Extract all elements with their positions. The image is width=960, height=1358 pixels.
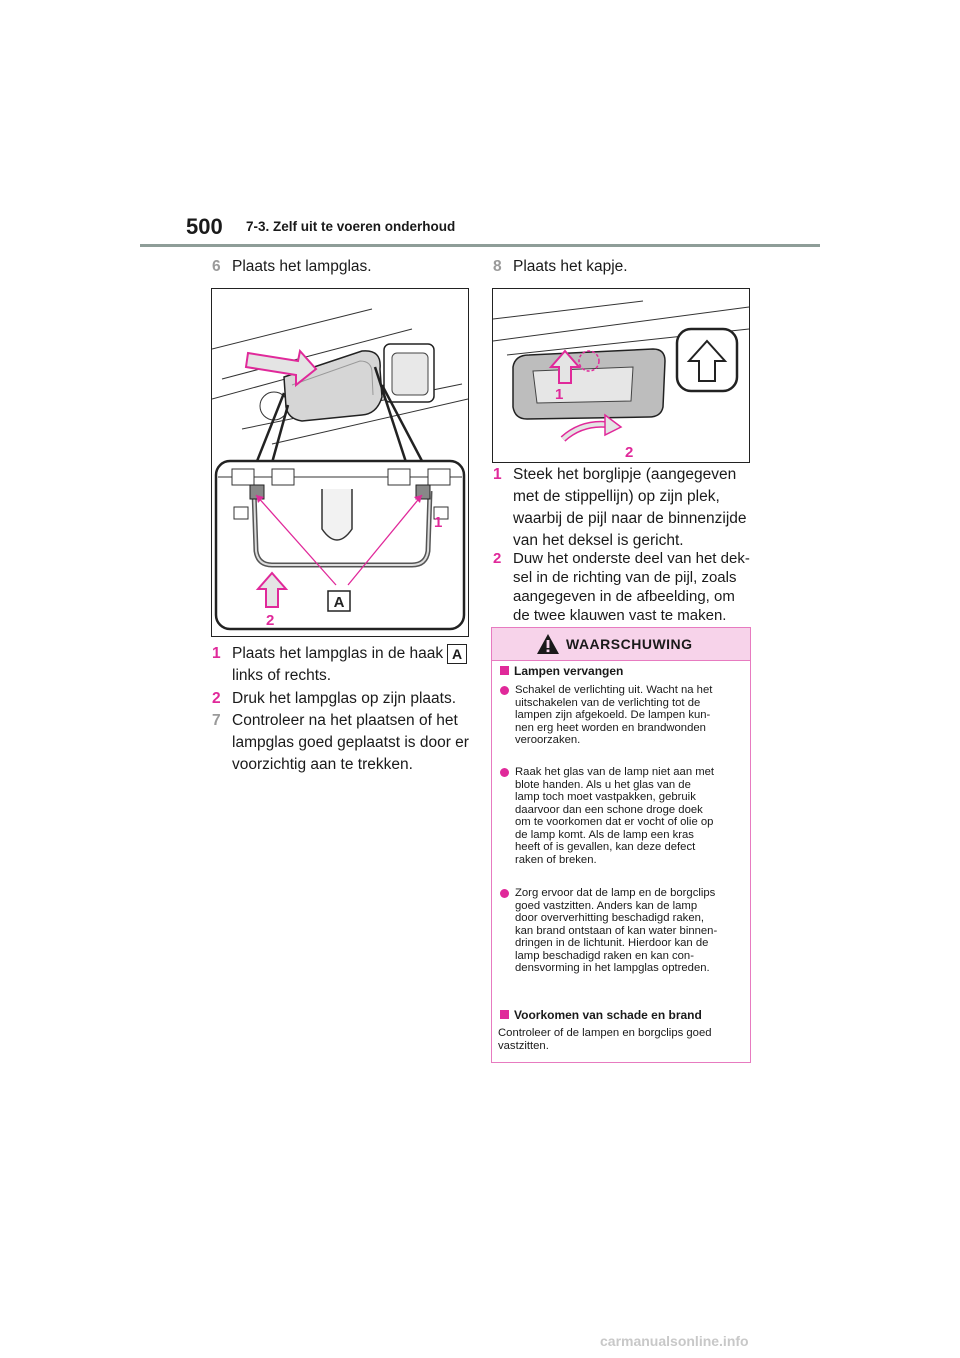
page-number: 500	[186, 214, 223, 239]
section-title: 7-3. Zelf uit te voeren onderhoud	[246, 219, 456, 234]
step-number: 6	[212, 258, 221, 275]
step-text: Plaats het lampglas.	[232, 258, 372, 275]
figure-cover	[492, 288, 750, 463]
figure-label-a: A	[333, 594, 345, 611]
warning-title: WAARSCHUWING	[566, 636, 693, 652]
step-6	[212, 256, 372, 278]
warning-heading-schade: Voorkomen van schade en brand	[500, 1008, 702, 1023]
cover-illustration	[493, 289, 749, 462]
substep-2: 2 Druk het lampglas op zijn plaats.	[212, 690, 457, 707]
figure-label-2: 2	[625, 444, 634, 461]
figure-lamp-glass	[211, 288, 469, 637]
warning-triangle-icon	[536, 633, 560, 655]
warning-box: WAARSCHUWING Lampen vervangen Schakel de verlichting uit. Wacht na het uitschakelen van de verlichting tot de lampen zijn afgekoeld. De lampen kun- nen erg heet worden en brandwonden veroorzaken. Raak het glas van de lamp niet aan met blote handen. Als u het glas van de lamp toch moet vastpakken, gebruik daarvoor dan een schone droge doek om te voorkomen dat er vocht of olie op de lamp komt. Als de lamp een kras heeft of is gevallen, kan deze defect raken of breken. Zorg ervoor dat de lamp en de borgclips goed vastzitten. Anders kan de lamp door oververhitting beschadigd raken, kan brand ontstaan of kan water binnen- dringen in de lichtunit. Hierdoor kan de lamp beschadigd raken en kan con- densvorming in het lampglas optreden. Voorkomen van schade en brand Controleer of de lampen en borgclips goed vastzitten.	[491, 627, 751, 1063]
cover-substep-1: 1 Steek het borglipje (aangegeven met de stippellijn) op zijn plek, waarbij de pijl naar de binnenzijde van het deksel is gericht.	[493, 466, 747, 549]
substep-1: 1 Plaats het lampglas in de haak A links of rechts.	[212, 643, 472, 687]
warning-heading-lampen: Lampen vervangen	[500, 664, 623, 679]
warning-header	[492, 628, 750, 661]
heading-square-icon	[500, 666, 509, 675]
lamp-glass-illustration	[212, 289, 468, 636]
heading-square-icon	[500, 1010, 509, 1019]
header-rule	[140, 244, 820, 247]
figure-label-1: 1	[555, 386, 564, 403]
step-8	[493, 256, 628, 278]
figure-label-2: 2	[266, 612, 275, 629]
bullet-dot-icon	[500, 889, 509, 898]
warning-text-schade: Controleer of de lampen en borgclips goed vastzitten.	[498, 1027, 712, 1052]
bullet-dot-icon	[500, 686, 509, 695]
step-text: Plaats het kapje.	[513, 258, 628, 275]
step-number: 8	[493, 258, 502, 275]
hook-a-badge: A	[447, 644, 467, 664]
watermark: carmanualsonline.info	[600, 1333, 749, 1349]
cover-substep-2: 2 Duw het onderste deel van het dek- sel in de richting van de pijl, zoals aangegeven in de afbeelding, om de twee klauwen vast te maken.	[493, 550, 750, 624]
figure-label-1: 1	[434, 514, 443, 531]
bullet-dot-icon	[500, 768, 509, 777]
